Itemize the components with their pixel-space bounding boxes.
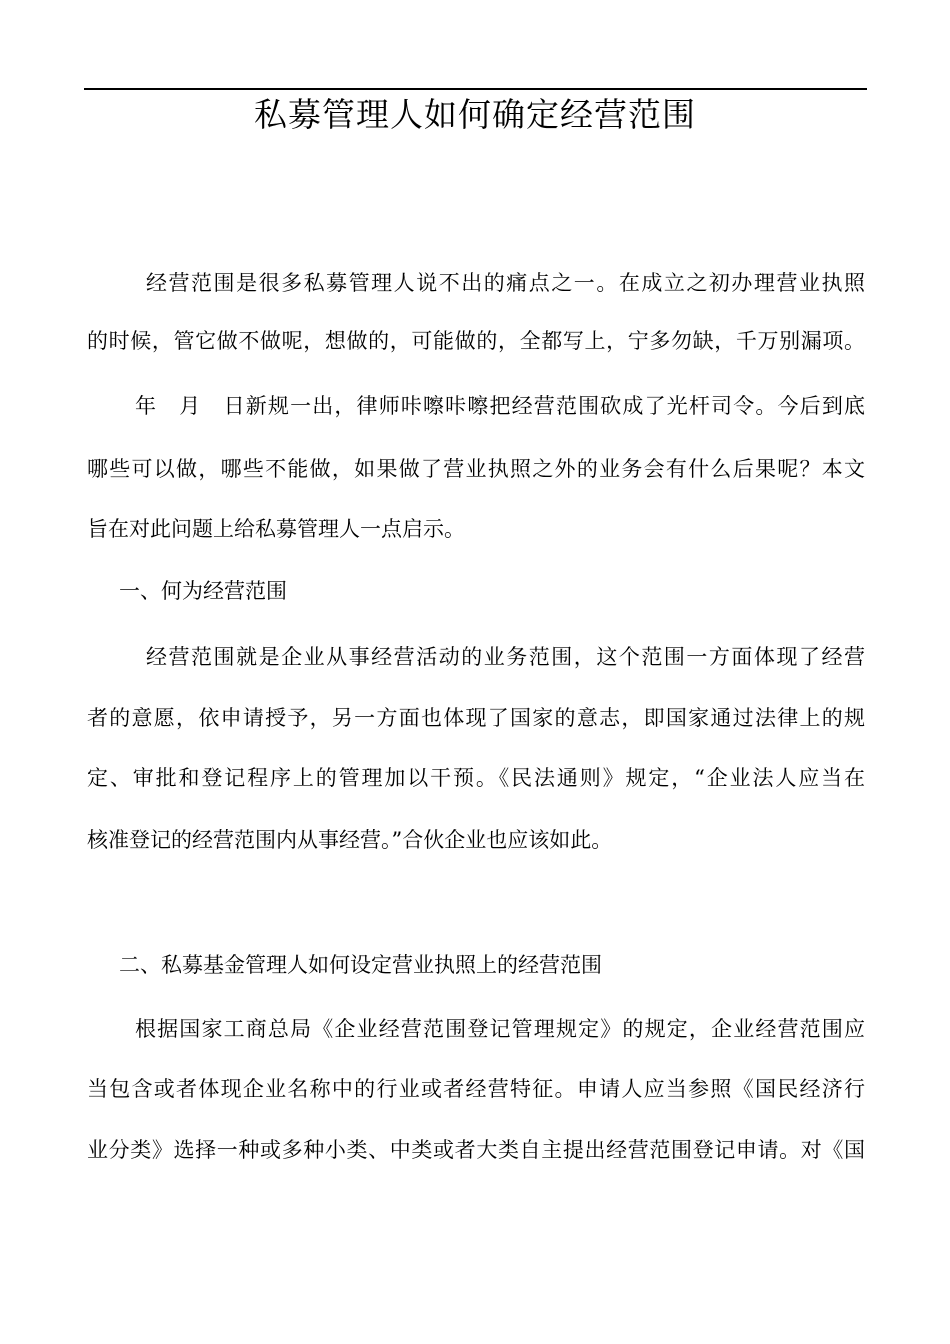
paragraph-line: 业分类》选择一种或多种小类、中类或者大类自主提出经营范围登记申请。对《国 (87, 1138, 865, 1162)
page-title: 私募管理人如何确定经营范围 (254, 95, 696, 134)
paragraph-line: 哪些可以做，哪些不能做，如果做了营业执照之外的业务会有什么后果呢？本文 (87, 457, 865, 481)
paragraph-line: 的时候，管它做不做呢，想做的，可能做的，全都写上，宁多勿缺，千万别漏项。 (87, 329, 865, 353)
paragraph-line: 经营范围是很多私募管理人说不出的痛点之一。在成立之初办理营业执照 (146, 271, 865, 295)
header-rule (84, 88, 867, 90)
paragraph-line: 根据国家工商总局《企业经营范围登记管理规定》的规定，企业经营范围应 (135, 1017, 865, 1041)
paragraph-line: 年 月 日新规一出，律师咔嚓咔嚓把经营范围砍成了光杆司令。今后到底 (135, 394, 865, 418)
paragraph-line: 旨在对此问题上给私募管理人一点启示。 (87, 517, 465, 541)
paragraph-line: 者的意愿，依申请授予，另一方面也体现了国家的意志，即国家通过法律上的规 (87, 706, 865, 730)
paragraph-line: 当包含或者体现企业名称中的行业或者经营特征。申请人应当参照《国民经济行 (87, 1077, 865, 1101)
section-heading: 一、何为经营范围 (119, 579, 287, 603)
paragraph-line: 核准登记的经营范围内从事经营。”合伙企业也应该如此。 (87, 828, 613, 852)
section-heading: 二、私募基金管理人如何设定营业执照上的经营范围 (119, 953, 602, 977)
paragraph-line: 定、审批和登记程序上的管理加以干预。《民法通则》规定，“企业法人应当在 (87, 766, 865, 790)
paragraph-line: 经营范围就是企业从事经营活动的业务范围，这个范围一方面体现了经营 (146, 645, 865, 669)
